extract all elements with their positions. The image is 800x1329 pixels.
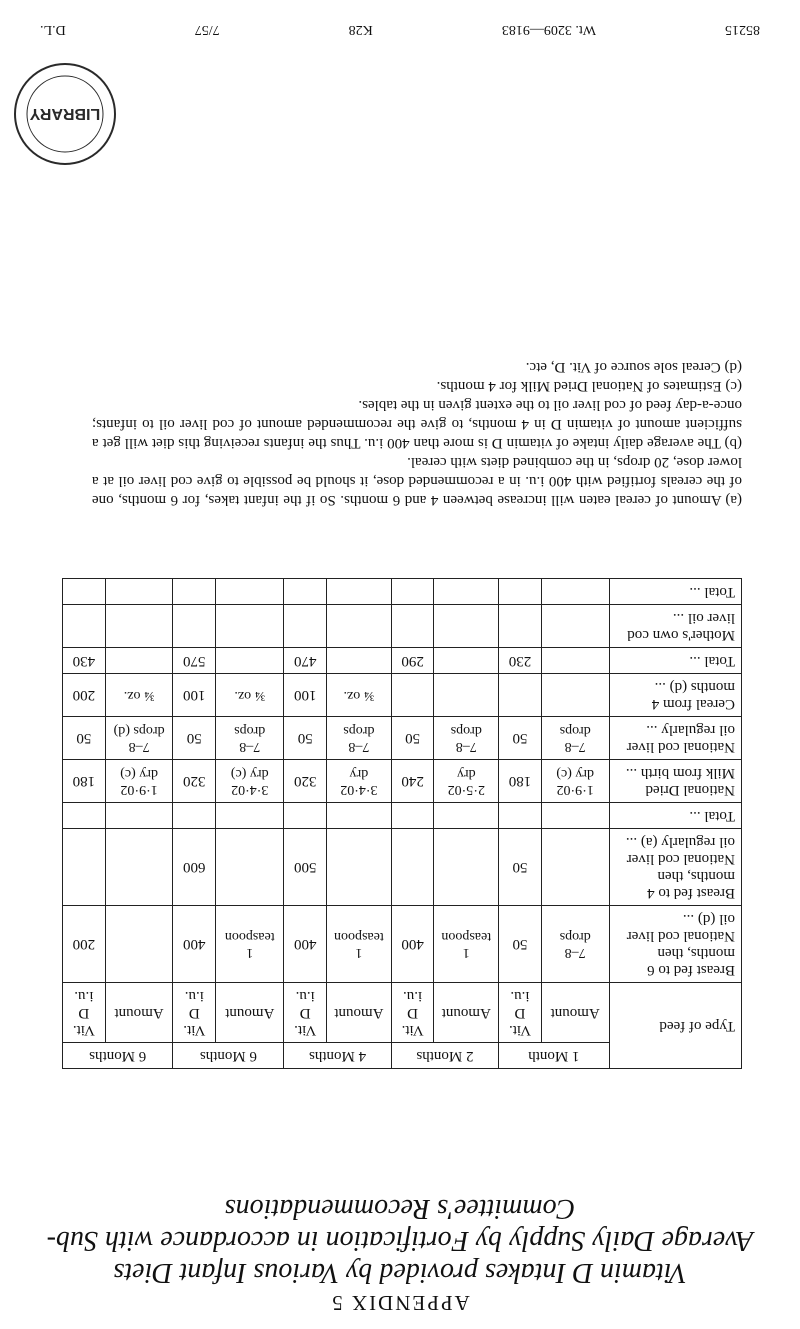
cell-amount bbox=[326, 829, 391, 906]
cell-vitd bbox=[499, 605, 542, 648]
cell-amount: 7–8 drops bbox=[541, 906, 609, 983]
cell-vitd bbox=[284, 579, 327, 605]
cell-amount bbox=[434, 829, 499, 906]
cell-amount bbox=[105, 829, 173, 906]
row-label: National Dried Milk from birth ... bbox=[609, 760, 741, 803]
note-d: (d) Cereal sole source of Vit. D, etc. bbox=[525, 359, 742, 375]
row-label: Breast fed to 6 months, then National cod liver oil (d) ... bbox=[609, 906, 741, 983]
cell-amount bbox=[216, 605, 284, 648]
header-amount: Amount bbox=[216, 983, 284, 1043]
cell-amount bbox=[434, 803, 499, 829]
row-label: Total ... bbox=[609, 579, 741, 605]
header-amount: Amount bbox=[105, 983, 173, 1043]
cell-amount: 2·5·02 dry bbox=[434, 760, 499, 803]
cell-amount bbox=[326, 648, 391, 674]
header-month-4: 4 Months bbox=[284, 1043, 391, 1069]
header-amount: Amount bbox=[434, 983, 499, 1043]
cell-vitd bbox=[284, 803, 327, 829]
cell-amount: ¾ oz. bbox=[326, 674, 391, 717]
cell-amount: 7–8 drops bbox=[434, 717, 499, 760]
appendix-label: APPENDIX 5 bbox=[330, 1291, 470, 1315]
footer-code: K28 bbox=[348, 22, 373, 37]
cell-amount bbox=[541, 829, 609, 906]
cell-amount: 1·9·02 dry (c) bbox=[105, 760, 173, 803]
cell-vitd: 200 bbox=[63, 674, 106, 717]
cell-vitd bbox=[391, 605, 434, 648]
header-amount: Amount bbox=[326, 983, 391, 1043]
cell-vitd: 240 bbox=[391, 760, 434, 803]
header-vitd: Vit. D i.u. bbox=[63, 983, 106, 1043]
cell-amount bbox=[541, 605, 609, 648]
cell-amount: 1 teaspoon bbox=[216, 906, 284, 983]
cell-amount: 7–8 drops (d) bbox=[105, 717, 173, 760]
cell-amount bbox=[541, 579, 609, 605]
table-row bbox=[63, 906, 742, 983]
cell-vitd: 570 bbox=[173, 648, 216, 674]
cell-amount: 7–8 drops bbox=[541, 717, 609, 760]
page-title: Vitamin D Intakes provided by Various Infant Diets bbox=[113, 1257, 687, 1288]
cell-amount: 1·9·02 dry (c) bbox=[541, 760, 609, 803]
cell-amount: 1 teaspoon bbox=[326, 906, 391, 983]
cell-amount bbox=[434, 605, 499, 648]
cell-amount bbox=[434, 579, 499, 605]
cell-vitd: 50 bbox=[391, 717, 434, 760]
cell-vitd: 430 bbox=[63, 648, 106, 674]
table-row bbox=[63, 803, 742, 829]
header-vitd: Vit. D i.u. bbox=[499, 983, 542, 1043]
cell-amount: 3·4·02 dry bbox=[326, 760, 391, 803]
table-row bbox=[63, 648, 742, 674]
cell-amount bbox=[541, 674, 609, 717]
cell-amount: 7–8 drops bbox=[216, 717, 284, 760]
footer-number: 85215 bbox=[725, 22, 760, 37]
cell-vitd: 180 bbox=[499, 760, 542, 803]
cell-vitd: 50 bbox=[499, 906, 542, 983]
cell-vitd: 400 bbox=[173, 906, 216, 983]
cell-amount bbox=[216, 579, 284, 605]
header-month-2: 2 Months bbox=[391, 1043, 498, 1069]
cell-amount bbox=[105, 906, 173, 983]
cell-amount bbox=[326, 605, 391, 648]
cell-amount bbox=[541, 648, 609, 674]
cell-amount: ¾ oz. bbox=[216, 674, 284, 717]
cell-vitd: 400 bbox=[284, 906, 327, 983]
cell-amount: ¾ oz. bbox=[105, 674, 173, 717]
note-a: (a) Amount of cereal eaten will increase between 4 and 6 months. So if the infant takes, for 6 months, one of the cereals fortified with 400 i.u. in a recommended dose, it should be possible to give cod liver oil at a lower dose, 20 drops, in the combined diets with cereal. bbox=[92, 454, 742, 508]
cell-vitd: 320 bbox=[284, 760, 327, 803]
cell-amount bbox=[216, 829, 284, 906]
header-month-1: 1 Month bbox=[499, 1043, 609, 1069]
row-label: Mother's own cod liver oil ... bbox=[609, 605, 741, 648]
header-vitd: Vit. D i.u. bbox=[391, 983, 434, 1043]
cell-vitd: 50 bbox=[63, 717, 106, 760]
row-label: Total ... bbox=[609, 803, 741, 829]
cell-amount bbox=[326, 803, 391, 829]
cell-vitd bbox=[499, 803, 542, 829]
table-row bbox=[63, 717, 742, 760]
cell-vitd bbox=[499, 674, 542, 717]
cell-amount: 3·4·02 dry (c) bbox=[216, 760, 284, 803]
cell-vitd bbox=[391, 674, 434, 717]
cell-vitd: 100 bbox=[173, 674, 216, 717]
row-label: Total ... bbox=[609, 648, 741, 674]
footer-date: 7/57 bbox=[194, 22, 220, 37]
header-vitd: Vit. D i.u. bbox=[173, 983, 216, 1043]
table-row bbox=[63, 579, 742, 605]
cell-amount bbox=[105, 579, 173, 605]
note-c: (c) Estimates of National Dried Milk for 4 months. bbox=[436, 378, 742, 394]
cell-vitd: 50 bbox=[499, 829, 542, 906]
cell-amount bbox=[434, 674, 499, 717]
cell-vitd: 230 bbox=[499, 648, 542, 674]
cell-vitd: 180 bbox=[63, 760, 106, 803]
cell-amount bbox=[216, 803, 284, 829]
cell-amount bbox=[434, 648, 499, 674]
cell-vitd: 290 bbox=[391, 648, 434, 674]
cell-vitd bbox=[173, 605, 216, 648]
cell-vitd bbox=[391, 803, 434, 829]
cell-vitd bbox=[63, 829, 106, 906]
header-amount: Amount bbox=[541, 983, 609, 1043]
row-label: Cereal from 4 months (d) ... bbox=[609, 674, 741, 717]
note-b: (b) The average daily intake of vitamin D is more than 400 i.u. Thus the infants receiving this diet will get a sufficient amount of vitamin D in 4 months, to give the recommended amount of cod liver oil to infants; once-a-day feed of cod liver oil to the extent given in the tables. bbox=[92, 397, 742, 451]
cell-amount bbox=[216, 648, 284, 674]
cell-vitd: 500 bbox=[284, 829, 327, 906]
cell-vitd: 320 bbox=[173, 760, 216, 803]
header-vitd: Vit. D i.u. bbox=[284, 983, 327, 1043]
vitamin-d-table bbox=[62, 578, 742, 1069]
cell-vitd: 50 bbox=[284, 717, 327, 760]
cell-vitd: 200 bbox=[63, 906, 106, 983]
header-month-6b: 6 Months bbox=[63, 1043, 173, 1069]
cell-vitd bbox=[63, 579, 106, 605]
cell-vitd: 100 bbox=[284, 674, 327, 717]
table-row bbox=[63, 760, 742, 803]
cell-amount bbox=[105, 803, 173, 829]
stamp-text: LIBRARY bbox=[29, 105, 101, 122]
cell-vitd: 50 bbox=[499, 717, 542, 760]
cell-vitd bbox=[173, 803, 216, 829]
cell-amount bbox=[541, 803, 609, 829]
table-row bbox=[63, 674, 742, 717]
header-month-6: 6 Months bbox=[173, 1043, 284, 1069]
cell-vitd: 400 bbox=[391, 906, 434, 983]
cell-vitd bbox=[284, 605, 327, 648]
cell-amount bbox=[105, 605, 173, 648]
row-label: Breast fed to 4 months, then National cod liver oil regularly (a) ... bbox=[609, 829, 741, 906]
cell-vitd: 470 bbox=[284, 648, 327, 674]
table-row bbox=[63, 605, 742, 648]
footer-weight: Wt. 3209—9183 bbox=[501, 22, 596, 37]
page-subtitle: Average Daily Supply by Fortification in accordance with Sub-Committee's Recommendations bbox=[46, 1193, 754, 1256]
cell-vitd bbox=[63, 803, 106, 829]
cell-amount bbox=[105, 648, 173, 674]
cell-vitd: 50 bbox=[173, 717, 216, 760]
cell-vitd bbox=[499, 579, 542, 605]
cell-vitd: 600 bbox=[173, 829, 216, 906]
cell-amount bbox=[326, 579, 391, 605]
table-row bbox=[63, 829, 742, 906]
library-stamp bbox=[10, 59, 120, 169]
cell-vitd bbox=[391, 579, 434, 605]
cell-vitd bbox=[173, 579, 216, 605]
row-label: National cod liver oil regularly ... bbox=[609, 717, 741, 760]
cell-vitd bbox=[391, 829, 434, 906]
cell-amount: 7–8 drops bbox=[326, 717, 391, 760]
footer bbox=[40, 21, 760, 37]
header-type-of-feed: Type of feed bbox=[609, 983, 741, 1069]
cell-amount: 1 teaspoon bbox=[434, 906, 499, 983]
cell-vitd bbox=[63, 605, 106, 648]
footer-initials: D.L. bbox=[40, 22, 66, 37]
notes bbox=[92, 357, 742, 509]
title-block bbox=[40, 1192, 760, 1315]
